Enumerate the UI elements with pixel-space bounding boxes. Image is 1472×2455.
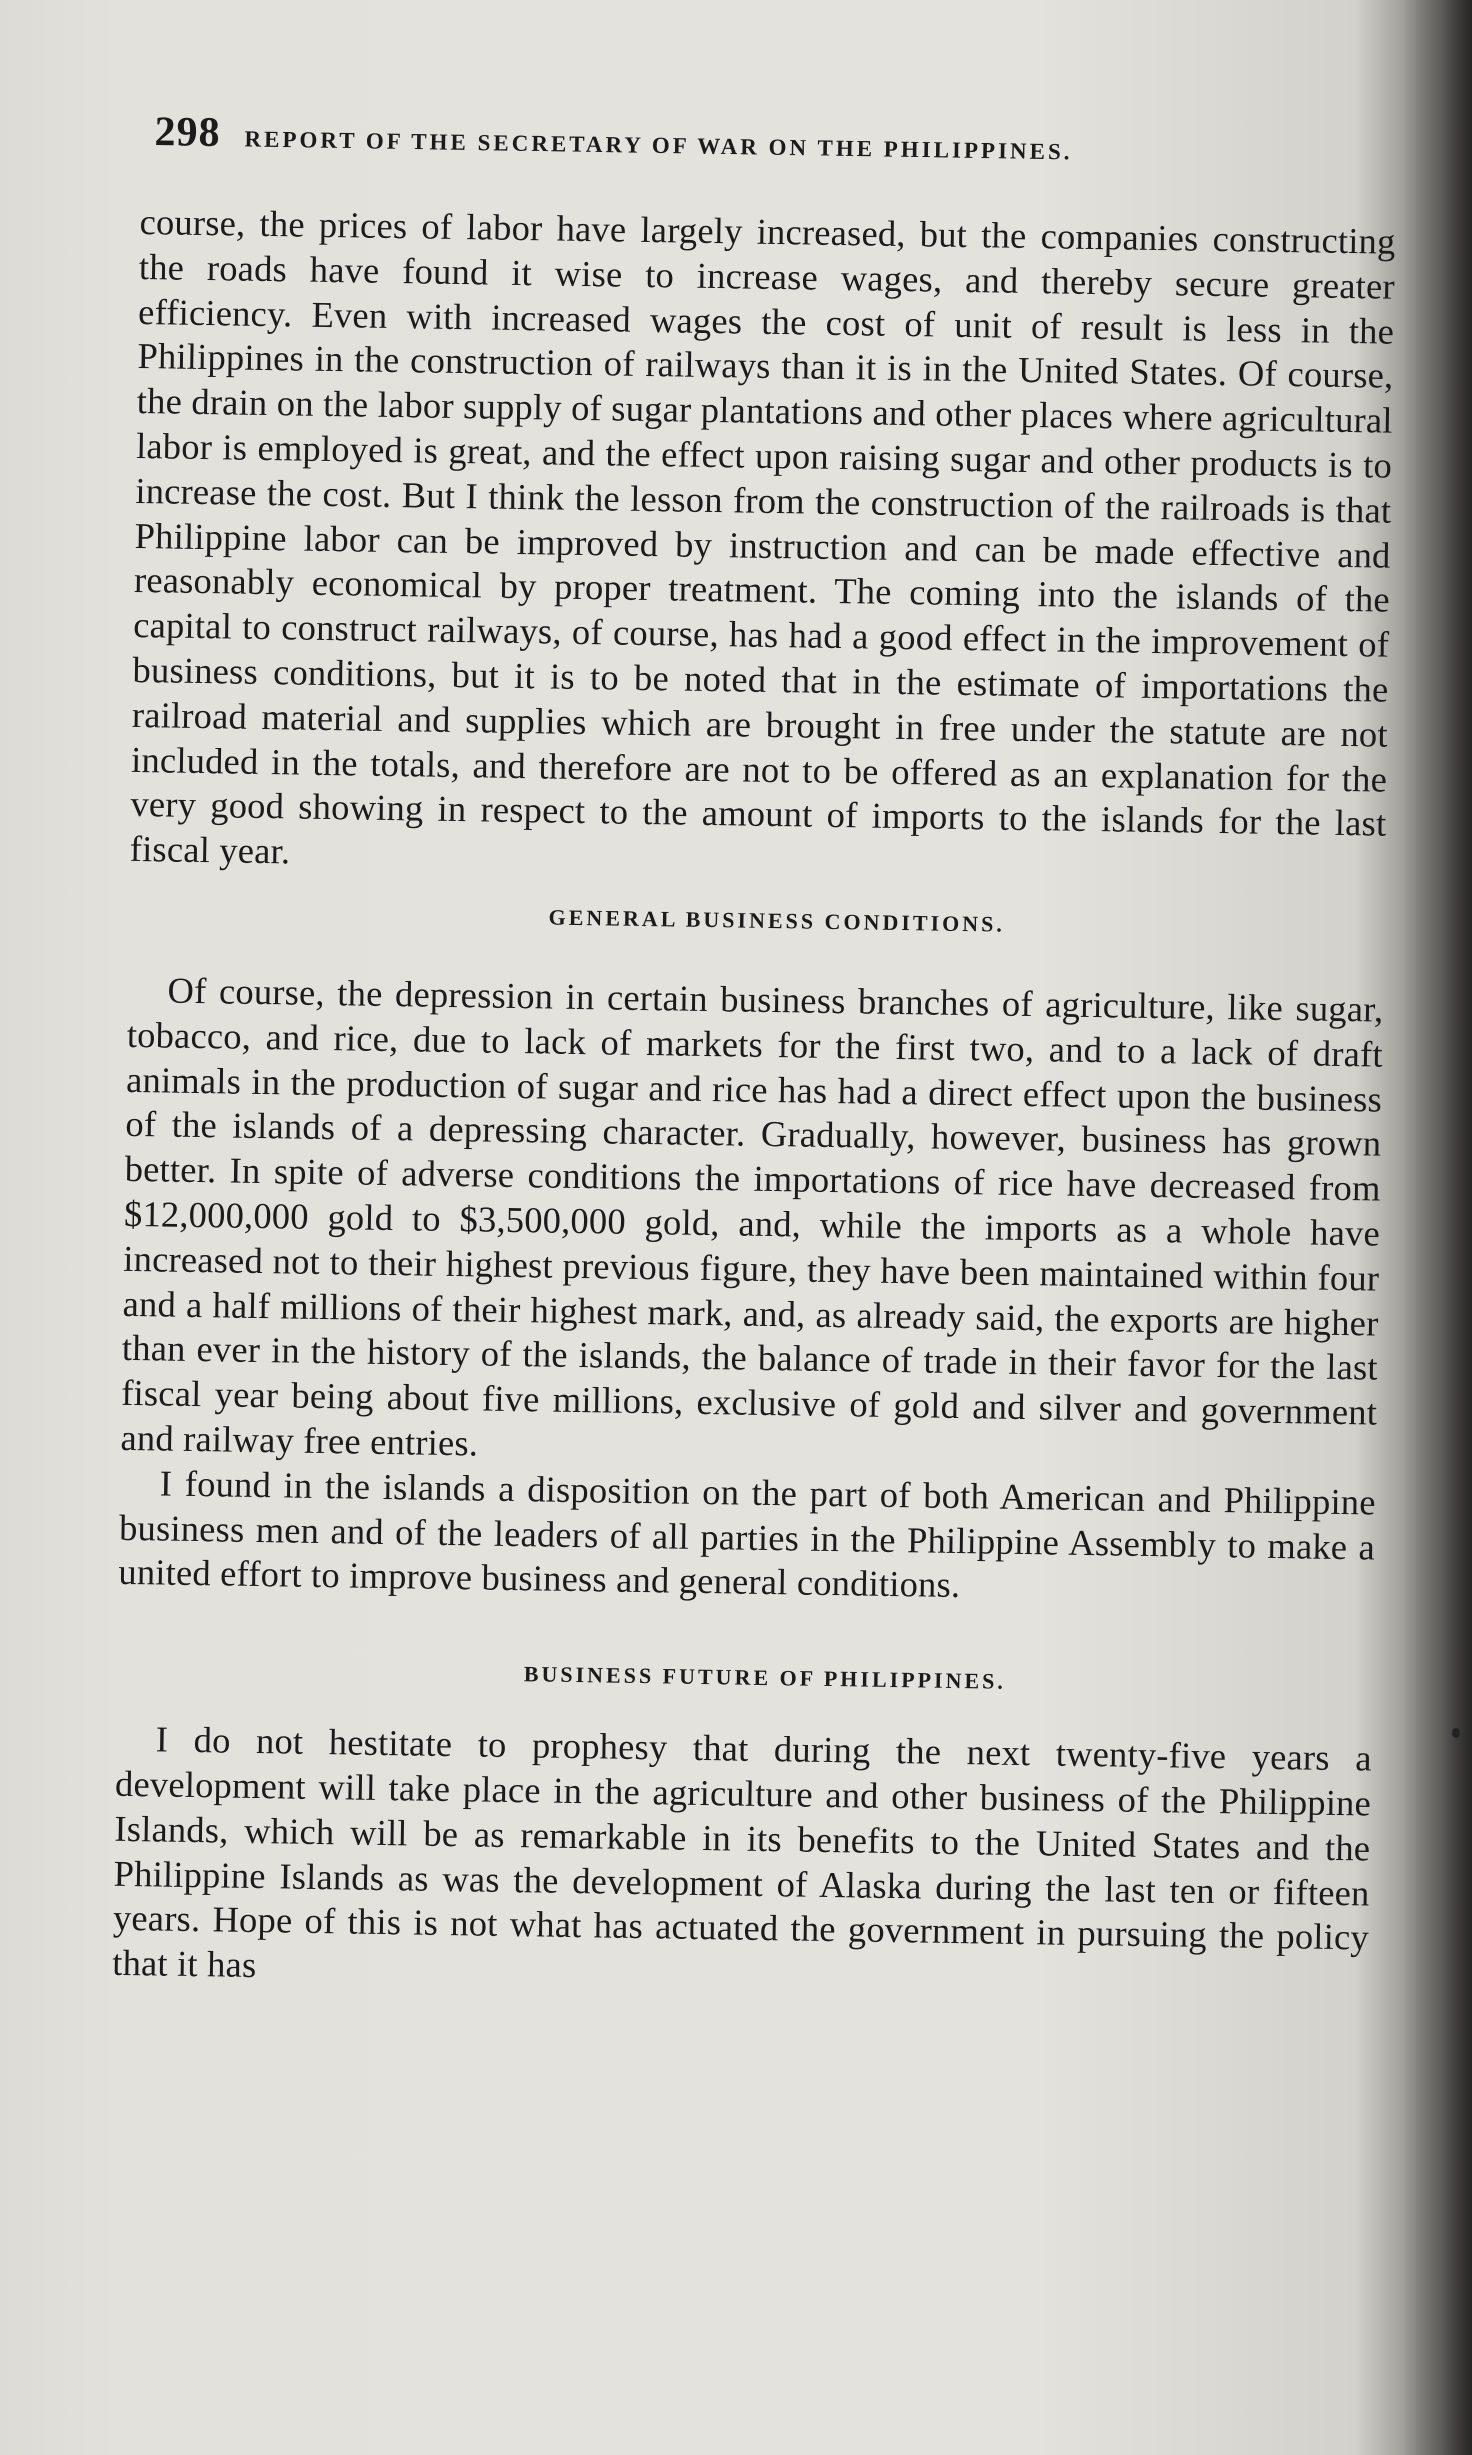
margin-mark bbox=[1452, 1728, 1460, 1738]
paragraph-business-depression: Of course, the depression in certain business branches of agriculture, like sugar, tobacco, and rice, due to lack of markets for the first two, and to a lack of draft animals in the production of sugar and rice has had a direct effect upon the business of the islands of a depressing character. Gradually, however, business has grown better. In spite of adverse conditions the importations of rice have decreased from $12,000,000 gold to $3,500,000 gold, and, while the imports as a whole have increased not to their highest previous figure, they have been maintained within four and a half millions of their highest mark, and, as already said, the exports are higher than ever in the history of the islands, the balance of trade in their favor for the last fiscal year being about five millions, exclusive of gold and silver and government and railway free entries. bbox=[120, 969, 1384, 1464]
page-header bbox=[154, 108, 1335, 187]
page-number: 298 bbox=[154, 108, 221, 157]
paragraph-railway-labor: course, the prices of labor have largely increased, but the companies constructing the roads have found it wise to increase wages, and thereby secure greater efficiency. Even with increased wages the cost of unit of result is less in the Philippines in the construction of railways than it is in the United States. Of course, the drain on the labor supply of sugar plantations and other places where agricultural labor is employed is great, and the effect upon raising sugar and other products is to increase the cost. But I think the lesson from the construction of the railroads is that Philippine labor can be improved by instruction and can be made effective and reasonably economical by proper treatment. The coming into the islands of the capital to construct railways, of course, has had a good effect in the improvement of business conditions, but it is to be noted that in the estimate of importations the railroad material and supplies which are brought in free under the statute are not included in the totals, and therefore are not to be offered as an explanation for the very good showing in respect to the amount of imports to the islands for the last fiscal year. bbox=[129, 200, 1396, 872]
body-text bbox=[112, 200, 1396, 2005]
paragraph-prophecy: I do not hestitate to prophesy that during the next twenty-five years a development will take place in the agriculture and other business of the Philippine Islands, which will be as remarkable in its benefits to the United States and the Philippine Islands as was the development of Alaska during the last ten or fifteen years. Hope of this is not what has actuated the government in pursuing the policy that it has bbox=[111, 1718, 1372, 1986]
binding-shadow bbox=[1402, 0, 1472, 2455]
running-head: REPORT OF THE SECRETARY OF WAR ON THE PHILIPPINES. bbox=[244, 126, 1073, 165]
section-heading-general-business: GENERAL BUSINESS CONDITIONS. bbox=[548, 904, 1006, 937]
section-heading-business-future: BUSINESS FUTURE OF PHILIPPINES. bbox=[523, 1661, 1007, 1694]
paragraph-united-effort: I found in the islands a disposition on the part of both American and Philippine business men and of the leaders of all parties in the Philippine Assembly to make a united effort to improve business and general conditions. bbox=[118, 1462, 1377, 1606]
